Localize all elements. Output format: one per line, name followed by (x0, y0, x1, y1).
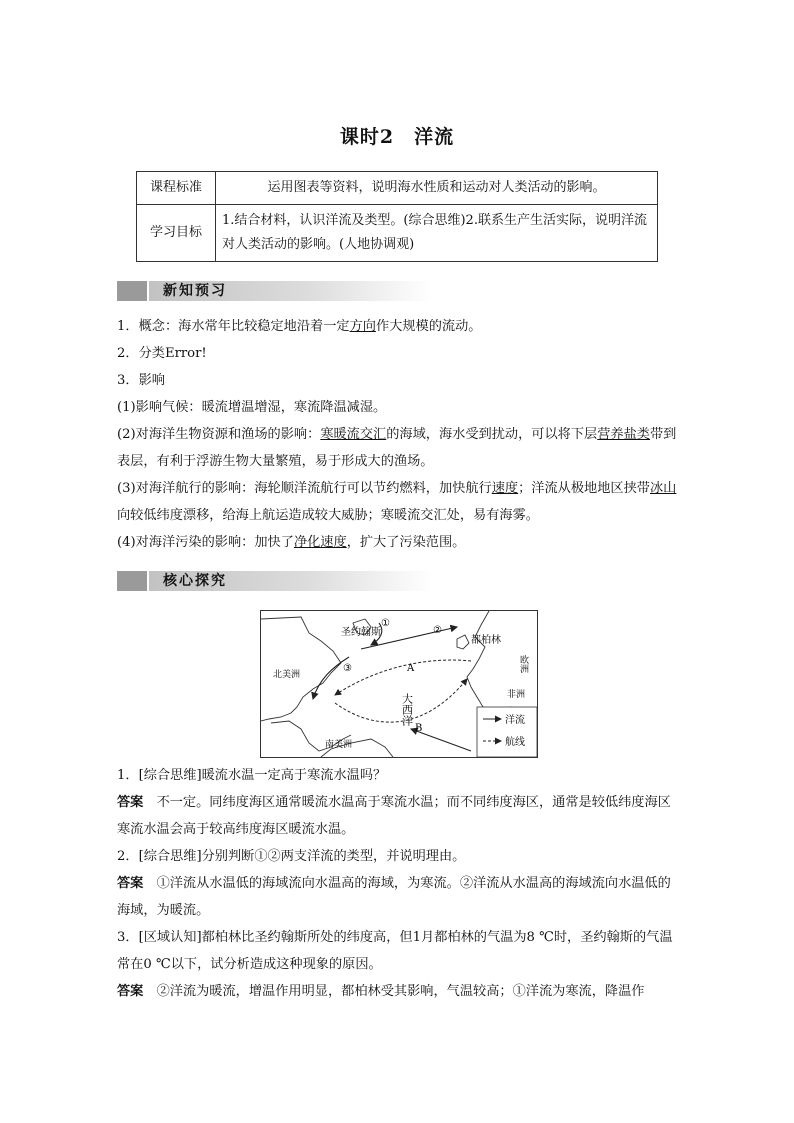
label-n2: ② (433, 625, 442, 636)
shipping-route-upper (335, 660, 471, 695)
text: 的海域，海水受到扰动，可以将下层 (386, 427, 598, 442)
table-cell: 1.结合材料，认识洋流及类型。(综合思维)2.联系生产生活实际，说明洋流对人类活动的影响。(人地协调观) (216, 205, 658, 262)
questions-section (117, 762, 679, 1005)
section-header-preview (117, 281, 433, 301)
underlined-text: 寒暖流交汇 (320, 427, 387, 442)
answer-text: ①洋流从水温低的海域流向水温高的海域，为寒流。②洋流从水温高的海域流向水温低的海域，为暖流。 (117, 876, 671, 918)
north-america-coast (261, 617, 341, 721)
table-cell: 课程标准 (137, 172, 216, 205)
label-point-a: A (407, 663, 415, 674)
answer-label: 答案 (117, 984, 144, 999)
answer-1 (117, 789, 679, 843)
text: (2)对海洋生物资源和渔场的影响： (117, 427, 321, 442)
text: (3)对海洋航行的影响：海轮顺洋流航行可以节约燃料，加快航行 (117, 481, 492, 496)
underlined-text: 营养盐类 (597, 427, 650, 442)
answer-text: ②洋流为暖流，增温作用明显，都柏林受其影响，气温较高；①洋流为寒流，降温作 (156, 984, 645, 999)
table-row (137, 205, 658, 262)
section-header-core (117, 571, 433, 591)
text: ，扩大了污染范围。 (346, 535, 466, 550)
text: 向较低纬度漂移，给海上航运造成较大威胁；寒暖流交汇处，易有海雾。 (117, 508, 539, 523)
label-north-america: 北美洲 (273, 670, 301, 680)
label-n1: ① (381, 618, 390, 629)
standards-table (136, 171, 658, 262)
question-2: 2．[综合思维]分别判断①②两支洋流的类型，并说明理由。 (117, 849, 466, 864)
label-st-johns: 圣约翰斯 (341, 627, 381, 638)
label-europe: 欧洲 (518, 655, 528, 673)
answer-label: 答案 (117, 795, 144, 810)
label-point-b: B (415, 723, 423, 734)
table-cell: 运用图表等资料，说明海水性质和运动对人类活动的影响。 (216, 172, 658, 205)
text-line (117, 313, 679, 340)
legend-current: 洋流 (505, 715, 525, 726)
text: 带到表层，有利于浮游生物大量繁殖，易于形成大的渔场。 (117, 427, 677, 469)
underlined-text: 净化速度 (293, 535, 347, 550)
table-cell: 学习目标 (137, 205, 216, 262)
text-line (117, 475, 679, 529)
label-atlantic: 大西洋 (400, 693, 414, 726)
text: (4)对海洋污染的影响：加快了 (117, 535, 294, 550)
ireland (457, 635, 469, 649)
text-line: 3．影响 (117, 373, 165, 388)
text-line: 2．分类Error! (117, 346, 207, 361)
section-title: 核心探究 (163, 573, 227, 589)
answer-2 (117, 870, 679, 924)
table-row (137, 172, 658, 205)
question-1: 1．[综合思维]暖流水温一定高于寒流水温吗？ (117, 768, 387, 783)
answer-3 (117, 978, 679, 1005)
answer-text: 不一定。同纬度海区通常暖流水温高于寒流水温；而不同纬度海区，通常是较低纬度海区寒流水温会高于较高纬度海区暖流水温。 (117, 795, 671, 837)
label-dublin: 都柏林 (471, 635, 501, 646)
legend-route: 航线 (505, 737, 525, 748)
text: 1．概念：海水常年比较稳定地沿着一定 (117, 319, 350, 334)
text: ；洋流从极地地区挟带 (518, 481, 650, 496)
ocean-current-map (260, 610, 538, 758)
question-3: 3．[区域认知]都柏林比圣约翰斯所处的纬度高，但1月都柏林的气温为8 ℃时，圣约翰斯的气温常在0 ℃以下，试分析造成这种现象的原因。 (117, 930, 673, 972)
preview-paragraph (117, 313, 679, 556)
label-south-america: 南美洲 (325, 740, 353, 750)
underlined-text: 方向 (349, 319, 376, 334)
answer-label: 答案 (117, 876, 144, 891)
underlined-text: 速度 (491, 481, 519, 496)
section-title: 新知预习 (163, 283, 227, 299)
text-line (117, 529, 679, 556)
map-figure (261, 611, 537, 757)
label-africa: 非洲 (507, 690, 526, 700)
text-line (117, 421, 679, 475)
label-n3: ③ (343, 663, 352, 674)
page-title: 课时2 洋流 (339, 126, 455, 148)
text: 作大规模的流动。 (375, 319, 482, 334)
text-line: (1)影响气候：暖流增温增湿，寒流降温减湿。 (117, 400, 387, 415)
underlined-text: 冰山 (650, 481, 677, 496)
